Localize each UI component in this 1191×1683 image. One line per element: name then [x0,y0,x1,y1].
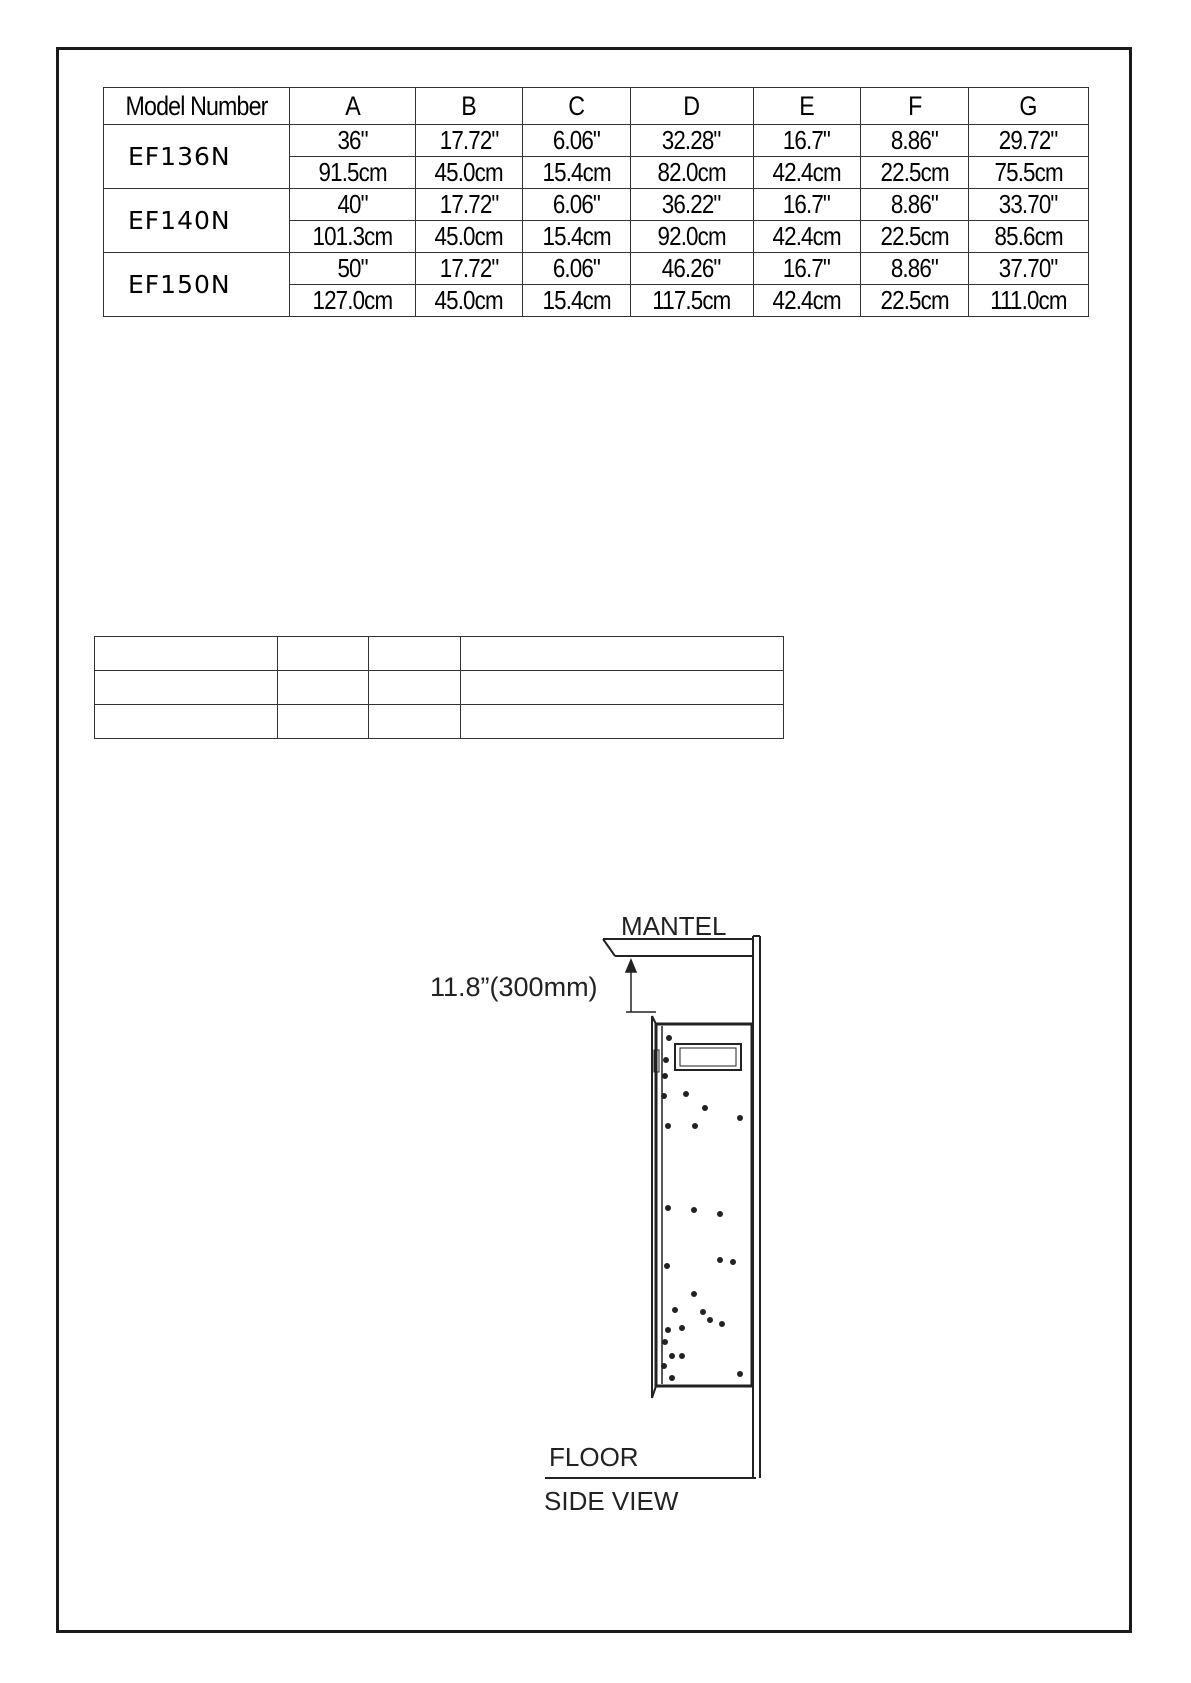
cm-cell: 42.4cm [753,221,861,253]
wall [753,936,760,1478]
inch-cell: 36.22" [630,189,753,221]
inch-cell: 46.26" [630,253,753,285]
cm-cell: 75.5cm [968,157,1088,189]
inch-cell: 40" [290,189,416,221]
model-cell: EF150N [104,253,290,317]
header-a: A [290,88,416,125]
inch-cell: 6.06" [523,125,631,157]
inch-cell: 33.70" [968,189,1088,221]
header-f: F [861,88,969,125]
inch-cell: 16.7" [753,125,861,157]
inch-cell: 50" [290,253,416,285]
inch-cell: 29.72" [968,125,1088,157]
cm-cell: 15.4cm [523,285,631,317]
inch-cell: 16.7" [753,189,861,221]
cm-cell: 127.0cm [290,285,416,317]
model-cell: EF136N [104,125,290,189]
inch-cell: 17.72" [415,253,523,285]
header-model-number: Model Number [104,88,290,125]
cm-cell: 45.0cm [415,221,523,253]
inch-cell: 6.06" [523,253,631,285]
cm-cell: 117.5cm [630,285,753,317]
cm-cell: 85.6cm [968,221,1088,253]
cm-cell: 15.4cm [523,221,631,253]
inch-cell: 32.28" [630,125,753,157]
inch-cell: 17.72" [415,125,523,157]
inch-cell: 8.86" [861,125,969,157]
fireplace-dots [661,1035,743,1381]
cm-cell: 92.0cm [630,221,753,253]
cm-cell: 42.4cm [753,157,861,189]
cm-cell: 101.3cm [290,221,416,253]
clearance-label: 11.8”(300mm) [430,972,598,1002]
inch-cell: 6.06" [523,189,631,221]
model-cell: EF140N [104,189,290,253]
cm-cell: 22.5cm [861,221,969,253]
header-e: E [753,88,861,125]
cm-cell: 22.5cm [861,285,969,317]
side-view-caption: SIDE VIEW [544,1486,679,1516]
cm-cell: 91.5cm [290,157,416,189]
inch-cell: 17.72" [415,189,523,221]
cm-cell: 22.5cm [861,157,969,189]
mantel-label: MANTEL [621,911,727,941]
inch-cell: 8.86" [861,253,969,285]
cm-cell: 45.0cm [415,285,523,317]
clearance-dimension [626,960,656,1012]
cm-cell: 15.4cm [523,157,631,189]
header-d: D [630,88,753,125]
header-g: G [968,88,1088,125]
header-b: B [415,88,523,125]
floor-label: FLOOR [549,1442,639,1472]
cm-cell: 82.0cm [630,157,753,189]
inch-cell: 16.7" [753,253,861,285]
cm-cell: 42.4cm [753,285,861,317]
mantel-shelf [603,939,753,956]
cm-cell: 45.0cm [415,157,523,189]
cm-cell: 111.0cm [968,285,1088,317]
header-c: C [523,88,631,125]
inch-cell: 37.70" [968,253,1088,285]
inch-cell: 8.86" [861,189,969,221]
inch-cell: 36" [290,125,416,157]
